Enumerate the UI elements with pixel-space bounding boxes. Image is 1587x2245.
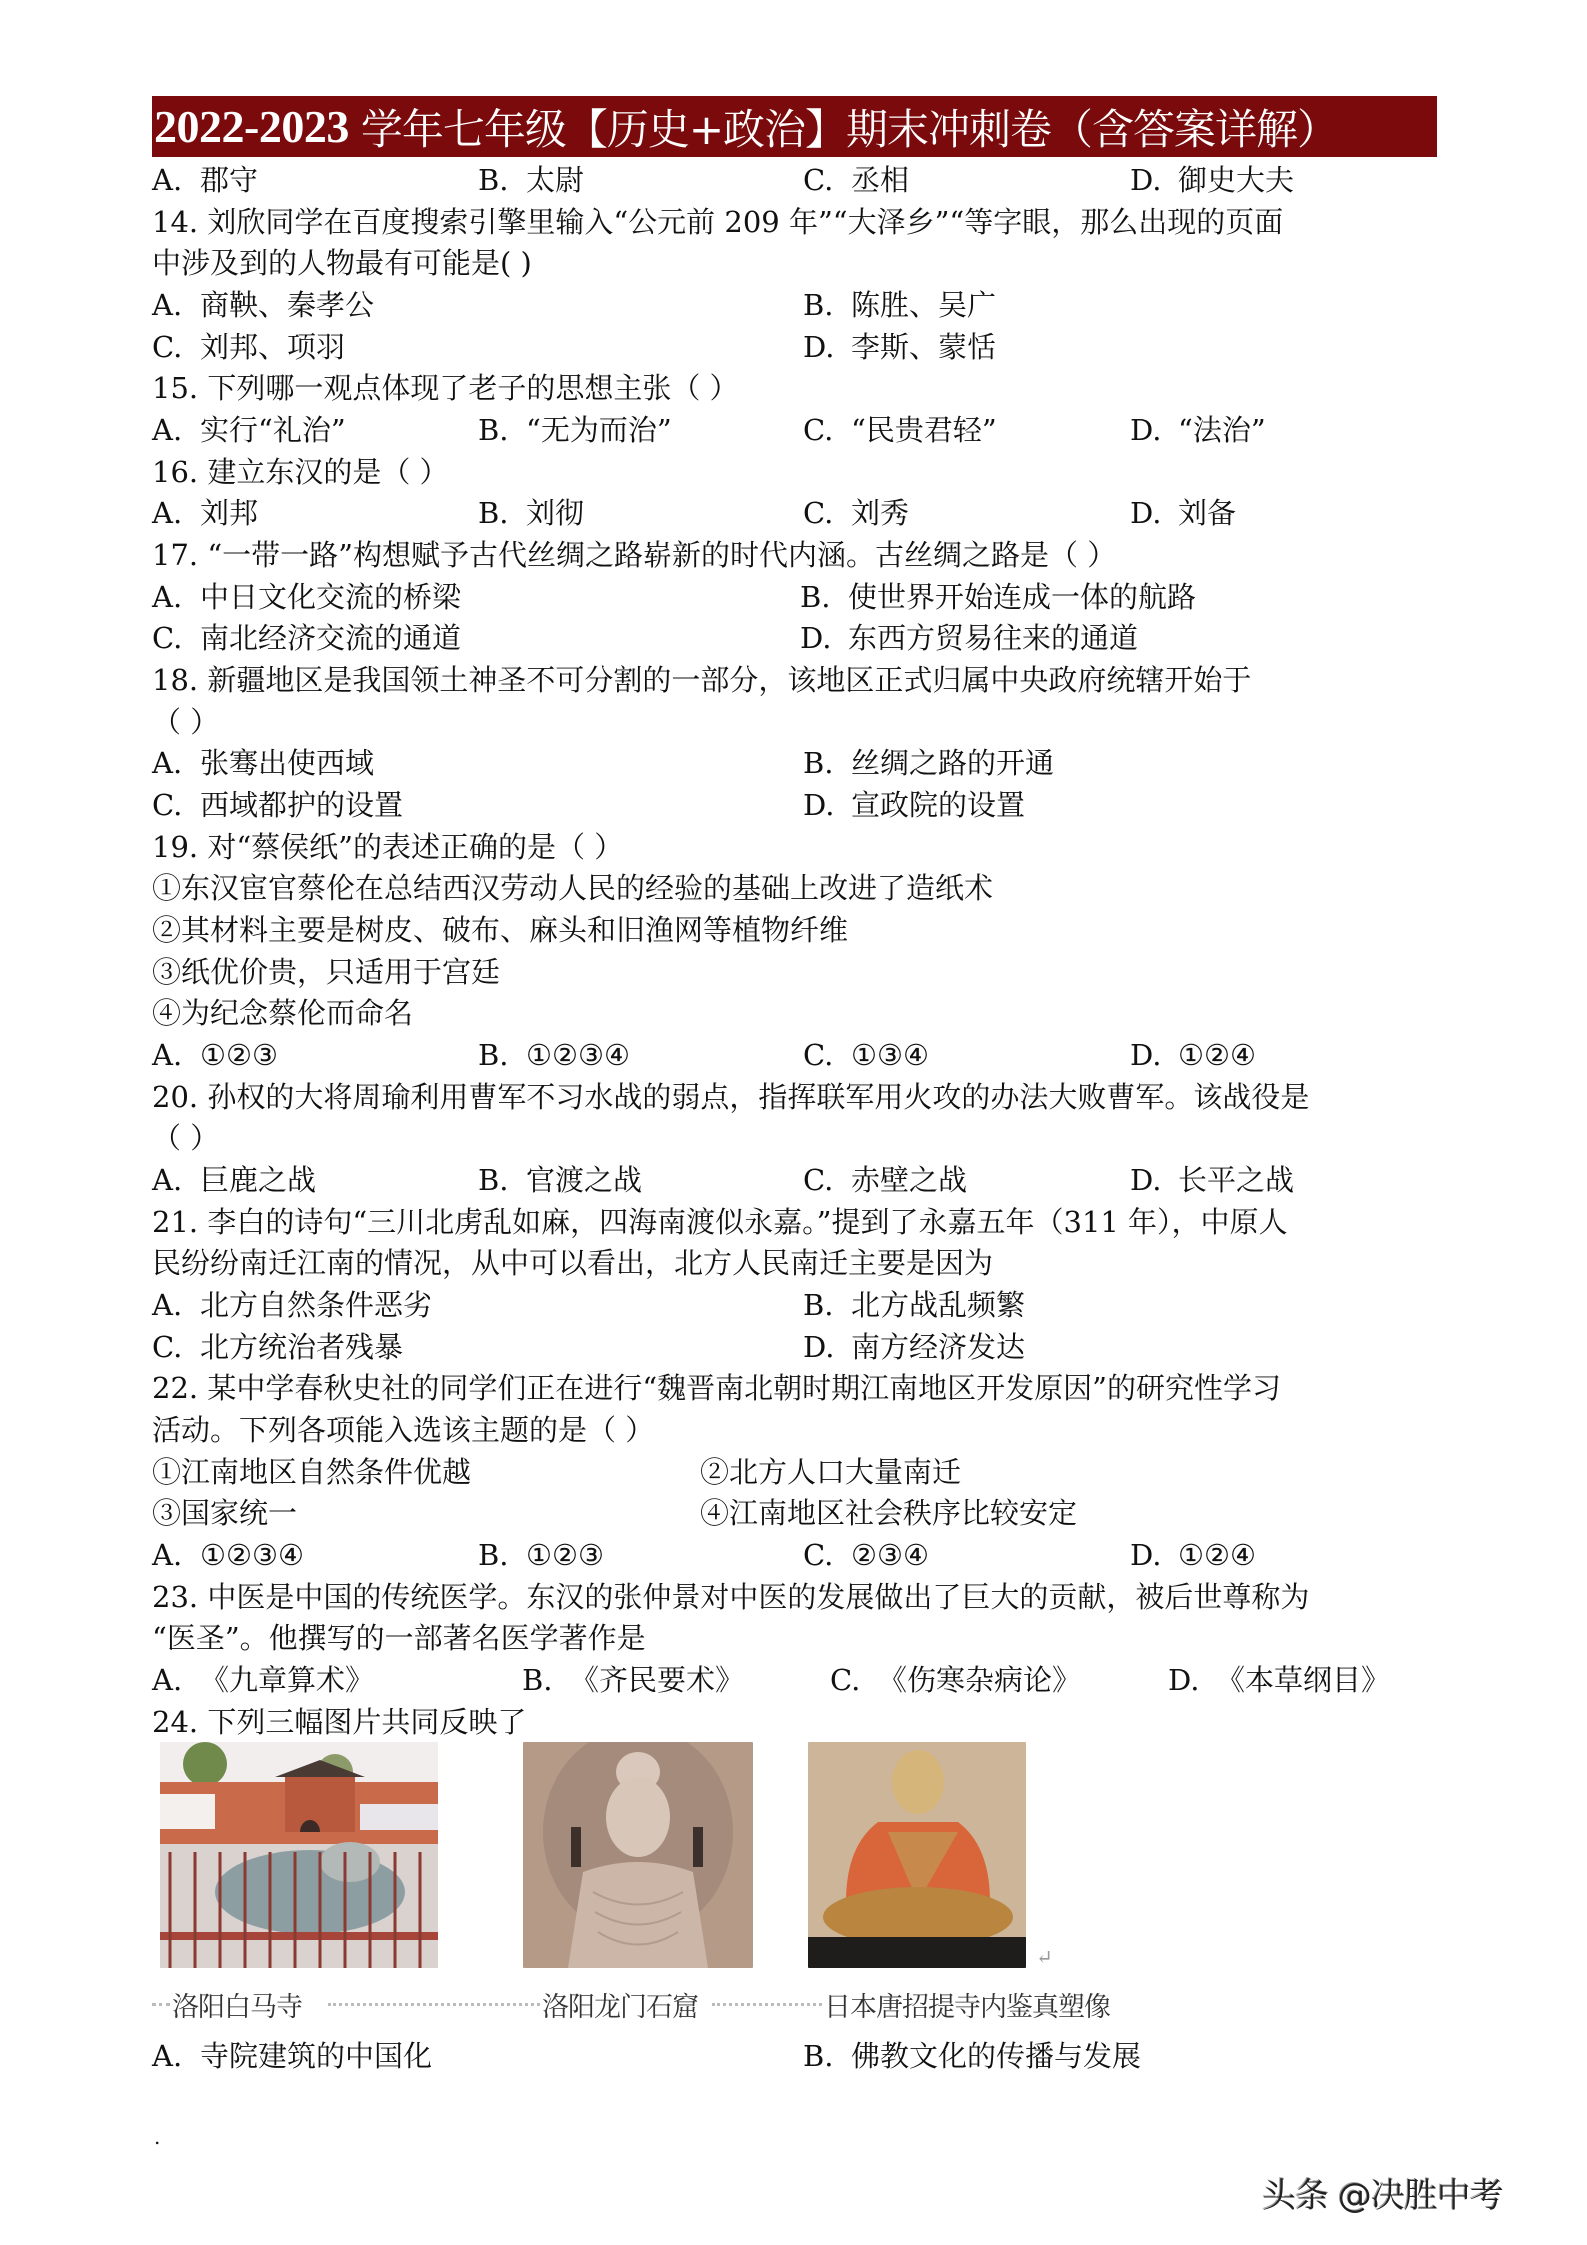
option-key: D. — [803, 330, 835, 364]
option-key: D. — [1130, 163, 1162, 197]
q19-statement-4: ④为纪念蔡伦而命名 — [152, 996, 414, 1030]
option-text: 太尉 — [526, 163, 585, 197]
option-key: B. — [478, 1163, 509, 1197]
option-key: B. — [803, 288, 834, 322]
title-year: 2022-2023 — [154, 101, 349, 152]
option-key: C. — [803, 1538, 834, 1572]
option-text: 长平之战 — [1178, 1163, 1295, 1197]
q21-option-a — [152, 1285, 432, 1325]
q23-stem-line2: “医圣”。他撰写的一部著名医学著作是 — [152, 1621, 646, 1655]
q15-option-a — [152, 410, 346, 450]
option-text: 南北经济交流的通道 — [200, 621, 462, 655]
temple-image-icon — [160, 1742, 438, 1968]
option-key: A. — [152, 1288, 183, 1322]
option-text: 中日文化交流的桥梁 — [200, 580, 462, 614]
option-key: A. — [152, 580, 183, 614]
option-key: D. — [803, 1330, 835, 1364]
option-key: B. — [478, 496, 509, 530]
option-key: B. — [478, 1038, 509, 1072]
q18-option-c — [152, 785, 403, 825]
option-key: A. — [152, 2039, 183, 2073]
option-key: B. — [803, 2039, 834, 2073]
q16-option-a — [152, 493, 258, 533]
q23-option-c — [830, 1660, 1081, 1700]
option-key: D. — [1130, 1538, 1162, 1572]
option-text: ①②④ — [1178, 1538, 1256, 1572]
option-text: “民贵君轻” — [851, 413, 997, 447]
option-text: 陈胜、吴广 — [851, 288, 997, 322]
q22-option-c — [803, 1535, 929, 1575]
option-key: A. — [152, 413, 183, 447]
option-text: 巨鹿之战 — [200, 1163, 317, 1197]
option-key: C. — [152, 788, 183, 822]
option-key: B. — [800, 580, 831, 614]
option-key: A. — [152, 496, 183, 530]
option-text: 北方自然条件恶劣 — [200, 1288, 433, 1322]
q24-stem: 24. 下列三幅图片共同反映了 — [152, 1705, 527, 1739]
q17-option-c — [152, 618, 461, 658]
q16-stem: 16. 建立东汉的是（ ） — [152, 455, 449, 489]
option-text: 《齐民要术》 — [570, 1663, 745, 1697]
option-text: 郡守 — [200, 163, 259, 197]
q22-option-d — [1130, 1535, 1256, 1575]
q18-option-a — [152, 743, 374, 783]
option-text: 寺院建筑的中国化 — [200, 2039, 433, 2073]
q16-option-b — [478, 493, 584, 533]
q17-option-a — [152, 577, 461, 617]
q19-statement-1: ①东汉宦官蔡伦在总结西汉劳动人民的经验的基础上改进了造纸术 — [152, 871, 994, 905]
option-text: 《本草纲目》 — [1216, 1663, 1391, 1697]
option-text: 李斯、蒙恬 — [851, 330, 997, 364]
option-text: 《九章算术》 — [200, 1663, 375, 1697]
q22-statement-3: ③国家统一 — [152, 1496, 298, 1530]
option-key: B. — [478, 413, 509, 447]
q19-option-d — [1130, 1035, 1256, 1075]
option-key: C. — [830, 1663, 861, 1697]
option-key: B. — [803, 746, 834, 780]
q14-option-b — [803, 285, 996, 325]
q16-option-c — [803, 493, 909, 533]
caption-leader-dots — [712, 2003, 822, 2006]
q20-option-a — [152, 1160, 316, 1200]
option-key: B. — [803, 1288, 834, 1322]
option-text: 佛教文化的传播与发展 — [851, 2039, 1142, 2073]
q21-option-b — [803, 1285, 1025, 1325]
q22-statement-1: ①江南地区自然条件优越 — [152, 1455, 472, 1489]
q14-option-d — [803, 327, 996, 367]
toutiao-watermark: 头条 @决胜中考 — [1262, 2176, 1503, 2216]
q22-stem-line1: 22. 某中学春秋史社的同学们正在进行“魏晋南北朝时期江南地区开发原因”的研究性学习 — [152, 1371, 1281, 1405]
option-text: 实行“礼治” — [200, 413, 346, 447]
option-key: D. — [1130, 1038, 1162, 1072]
option-text: 张骞出使西域 — [200, 746, 375, 780]
q17-stem: 17. “一带一路”构想赋予古代丝绸之路崭新的时代内涵。古丝绸之路是（ ） — [152, 538, 1117, 572]
option-text: 丞相 — [851, 163, 910, 197]
option-key: D. — [1168, 1663, 1200, 1697]
q15-option-c — [803, 410, 997, 450]
option-key: C. — [803, 1038, 834, 1072]
option-key: B. — [522, 1663, 553, 1697]
longmen-grottoes-photo — [523, 1742, 753, 1968]
option-key: C. — [803, 1163, 834, 1197]
option-text: ①②③ — [526, 1538, 604, 1572]
option-key: C. — [803, 413, 834, 447]
option-text: 赤壁之战 — [851, 1163, 968, 1197]
caption-leader-dots — [152, 2003, 170, 2006]
option-key: A. — [152, 1163, 183, 1197]
q19-statement-3: ③纸优价贵，只适用于宫廷 — [152, 955, 501, 989]
q22-statement-2: ②北方人口大量南迁 — [700, 1455, 962, 1489]
option-text: “无为而治” — [526, 413, 672, 447]
caption-white-horse-temple: 洛阳白马寺 — [172, 1992, 302, 2023]
q15-stem: 15. 下列哪一观点体现了老子的思想主张（ ） — [152, 371, 739, 405]
option-key: C. — [152, 330, 183, 364]
option-key: C. — [803, 163, 834, 197]
q22-stem-line2: 活动。下列各项能入选该主题的是（ ） — [152, 1413, 655, 1447]
option-text: 东西方贸易往来的通道 — [848, 621, 1139, 655]
option-text: ①③④ — [851, 1038, 929, 1072]
option-text: 刘秀 — [851, 496, 910, 530]
q24-option-a — [152, 2036, 432, 2076]
option-text: ①②③④ — [200, 1538, 304, 1572]
option-key: D. — [1130, 413, 1162, 447]
monk-statue-image-icon — [808, 1742, 1026, 1968]
q20-option-c — [803, 1160, 967, 1200]
q13-option-b — [478, 160, 584, 200]
exam-title-banner — [152, 96, 1437, 157]
option-key: D. — [800, 621, 832, 655]
option-text: 刘邦、项羽 — [200, 330, 346, 364]
option-text: ①②③ — [200, 1038, 278, 1072]
q17-option-b — [800, 577, 1196, 617]
option-key: A. — [152, 288, 183, 322]
option-key: A. — [152, 1538, 183, 1572]
white-horse-temple-photo — [160, 1742, 438, 1968]
option-text: 刘备 — [1178, 496, 1237, 530]
q18-stem-line2: （ ） — [152, 705, 220, 739]
q14-stem-line2: 中涉及到的人物最有可能是( ) — [152, 246, 532, 280]
option-text: 南方经济发达 — [851, 1330, 1026, 1364]
caption-jianzhen-statue: 日本唐招提寺内鉴真塑像 — [824, 1992, 1110, 2023]
buddha-statue-image-icon — [523, 1742, 753, 1968]
q19-option-b — [478, 1035, 630, 1075]
title-text: 学年七年级【历史+政治】期末冲刺卷（含答案详解） — [360, 104, 1339, 154]
option-key: D. — [803, 788, 835, 822]
q16-option-d — [1130, 493, 1236, 533]
option-key: C. — [152, 621, 183, 655]
option-text: 宣政院的设置 — [851, 788, 1026, 822]
option-text: 使世界开始连成一体的航路 — [848, 580, 1197, 614]
option-key: A. — [152, 1663, 183, 1697]
option-text: ②③④ — [851, 1538, 929, 1572]
q20-stem-line2: （ ） — [152, 1121, 220, 1155]
option-key: C. — [803, 496, 834, 530]
option-text: 官渡之战 — [526, 1163, 643, 1197]
q18-option-b — [803, 743, 1054, 783]
option-text: 商鞅、秦孝公 — [200, 288, 375, 322]
q19-option-c — [803, 1035, 929, 1075]
option-text: 刘彻 — [526, 496, 585, 530]
option-text: ①②④ — [1178, 1038, 1256, 1072]
q13-option-a — [152, 160, 258, 200]
q13-option-c — [803, 160, 909, 200]
option-key: A. — [152, 163, 183, 197]
option-key: D. — [1130, 496, 1162, 530]
option-key: D. — [1130, 1163, 1162, 1197]
q14-option-a — [152, 285, 374, 325]
q22-option-a — [152, 1535, 304, 1575]
q23-option-b — [522, 1660, 744, 1700]
option-key: B. — [478, 1538, 509, 1572]
option-key: A. — [152, 746, 183, 780]
q20-option-d — [1130, 1160, 1294, 1200]
option-key: A. — [152, 1038, 183, 1072]
q21-stem-line2: 民纷纷南迁江南的情况，从中可以看出，北方人民南迁主要是因为 — [152, 1246, 994, 1280]
option-text: 西域都护的设置 — [200, 788, 404, 822]
jianzhen-statue-photo — [808, 1742, 1026, 1968]
q17-option-d — [800, 618, 1138, 658]
caption-longmen-grottoes: 洛阳龙门石窟 — [542, 1992, 698, 2023]
q19-statement-2: ②其材料主要是树皮、破布、麻头和旧渔网等植物纤维 — [152, 913, 849, 947]
q14-stem-line1: 14. 刘欣同学在百度搜索引擎里输入“公元前 209 年”“大泽乡”“等字眼，那么出现的页面 — [152, 205, 1284, 239]
q22-statement-4: ④江南地区社会秩序比较安定 — [700, 1496, 1078, 1530]
option-text: 北方战乱频繁 — [851, 1288, 1026, 1322]
q21-option-d — [803, 1327, 1025, 1367]
q20-stem-line1: 20. 孙权的大将周瑜利用曹军不习水战的弱点，指挥联军用火攻的办法大败曹军。该战役是 — [152, 1080, 1310, 1114]
q18-stem-line1: 18. 新疆地区是我国领土神圣不可分割的一部分，该地区正式归属中央政府统辖开始于 — [152, 663, 1252, 697]
stray-period-mark: . — [154, 2125, 161, 2149]
q22-option-b — [478, 1535, 604, 1575]
q23-option-d — [1168, 1660, 1390, 1700]
q19-option-a — [152, 1035, 278, 1075]
q20-option-b — [478, 1160, 642, 1200]
option-key: C. — [152, 1330, 183, 1364]
q23-stem-line1: 23. 中医是中国的传统医学。东汉的张仲景对中医的发展做出了巨大的贡献，被后世尊称为 — [152, 1580, 1310, 1614]
paragraph-return-mark: ↵ — [1036, 1945, 1053, 1969]
q13-option-d — [1130, 160, 1294, 200]
option-text: 御史大夫 — [1178, 163, 1295, 197]
q18-option-d — [803, 785, 1025, 825]
q15-option-d — [1130, 410, 1266, 450]
q24-option-b — [803, 2036, 1141, 2076]
option-text: 《伤寒杂病论》 — [878, 1663, 1082, 1697]
option-text: 北方统治者残暴 — [200, 1330, 404, 1364]
option-text: ①②③④ — [526, 1038, 630, 1072]
caption-leader-dots — [328, 2003, 540, 2006]
option-text: “法治” — [1178, 413, 1266, 447]
q21-stem-line1: 21. 李白的诗句“三川北虏乱如麻，四海南渡似永嘉。”提到了永嘉五年（311 年），中原人 — [152, 1205, 1288, 1239]
option-text: 丝绸之路的开通 — [851, 746, 1055, 780]
q14-option-c — [152, 327, 345, 367]
option-text: 刘邦 — [200, 496, 259, 530]
q23-option-a — [152, 1660, 374, 1700]
option-key: B. — [478, 163, 509, 197]
q15-option-b — [478, 410, 672, 450]
q19-stem: 19. 对“蔡侯纸”的表述正确的是（ ） — [152, 830, 624, 864]
q21-option-c — [152, 1327, 403, 1367]
